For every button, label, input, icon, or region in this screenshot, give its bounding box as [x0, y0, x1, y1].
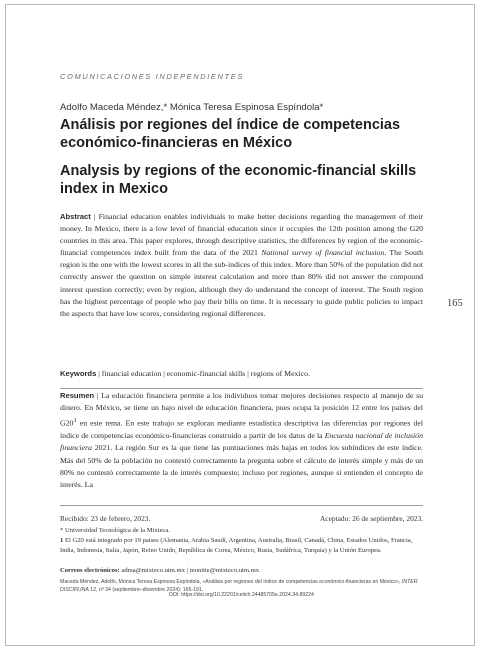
keywords-text: | financial education | economic-financial skills | regions of Mexico. — [96, 369, 310, 378]
title-english: Analysis by regions of the economic-financial skills index in Mexico — [60, 163, 417, 197]
divider-top — [60, 388, 423, 389]
abstract-label: Abstract — [60, 212, 91, 221]
footnote-g20-text: El G20 está integrado por 19 países (Alemania, Arabia Saudí, Argentina, Australia, Brasil, Canadá, China, Estados Unidos, Francia, India, Indonesia, Italia, Japón, Reino Unido, República de Corea, México, Rusia, Sudáfrica, Turquía) y la Unión Europea. — [60, 537, 413, 554]
keywords — [60, 368, 423, 380]
resumen-text-3: 2021. La región Sur es la que tiene las puntuaciones más bajas en todos los subíndices de este índice. Más del 50% de la población no contestó correctamente la pregunta sobre el cálculo de interés simple y más de un 80% no contestó correctamente la de interés compuesto; incluso por regiones, aunque sí entienden el concepto de interés. La — [60, 443, 423, 490]
doi-link: DOI: https://doi.org/10.22201/ceiich.24485705e.2024.34.89224 — [169, 592, 314, 598]
abstract — [60, 211, 423, 320]
resumen — [60, 390, 423, 492]
resumen-label: Resumen — [60, 391, 95, 400]
abstract-text-1: Financial education enables individuals to make better decisions regarding the management of their money. In Mexico, there is a low level of financial education since it occupies the 12th position among the G20 countries in this area. This paper explores, through descriptive statistics, the differences by region of the economic-financial competences index built from the data of the 2021 — [60, 212, 423, 258]
abstract-text-2: . The South region is the one with the lowest scores in all the sub-indices of this index. More than 50% of the population did not correctly answer the question on simple interest calculation and more than 80% did not answer the compound interest question correctly; even by region, although they do understand the concept of interest. The South region has the highest percentage of people who pay their bills on time. It is necessary to guide public policies to impact the aspects that have low scores, considering regional differences. — [60, 248, 424, 318]
abstract-survey-name: National survey of financial inclusion — [261, 248, 385, 258]
email-label: Correos electrónicos: — [60, 567, 120, 574]
citation-text-2: 12, nº 34 (septiembre–diciembre 2024): 165-191. — [88, 587, 204, 593]
divider-bottom — [60, 505, 423, 506]
footnote-g20 — [60, 536, 423, 556]
resumen-survey-name: Encuesta nacional de inclusión financiera — [60, 430, 423, 453]
resumen-text-1: La educación financiera permite a los individuos tomar mejores decisiones respecto al manejo de su dinero. En México, se tiene un bajo nivel de educación financiera, pues ocupa la posición 12 entre los países del G20 — [60, 391, 424, 428]
resumen-text-2: en este tema. En este trabajo se exploran mediante estadística descriptiva las diferencias por regiones del índice de competencias económico-financieras construido a partir de los datos de la — [60, 418, 423, 440]
accepted-date: Aceptado: 26 de septiembre, 2023. — [319, 514, 423, 523]
footnote-affiliation: * Universidad Tecnológica de la Mixteca. — [60, 527, 171, 534]
footnote-ref: 1 — [73, 416, 77, 424]
title-spanish: Análisis por regiones del índice de competencias económico-financieras en México — [60, 117, 401, 151]
abstract-separator: | — [90, 212, 99, 221]
page-number: 165 — [447, 298, 463, 309]
email-text: adma@mixteco.utm.mx | monitte@mixteco.utm.mx — [119, 567, 260, 574]
citation-text: Maceda Méndez, Adolfo, Mónica Teresa Espinosa Espíndola, «Análisis por regiones del índice de competencias económico-financieras en México», — [60, 579, 402, 585]
citation-journal: INTER DISCIPLINA — [60, 579, 418, 593]
footnote-emails — [60, 566, 423, 576]
section-label: COMUNICACIONES INDEPENDIENTES — [60, 72, 244, 81]
resumen-separator: | — [94, 391, 102, 400]
keywords-label: Keywords — [60, 369, 97, 378]
authors: Adolfo Maceda Méndez,* Mónica Teresa Espinosa Espíndola* — [60, 102, 324, 113]
footnote-g20-number: 1 — [60, 537, 64, 544]
received-date: Recibido: 23 de febrero, 2023. — [60, 514, 151, 523]
